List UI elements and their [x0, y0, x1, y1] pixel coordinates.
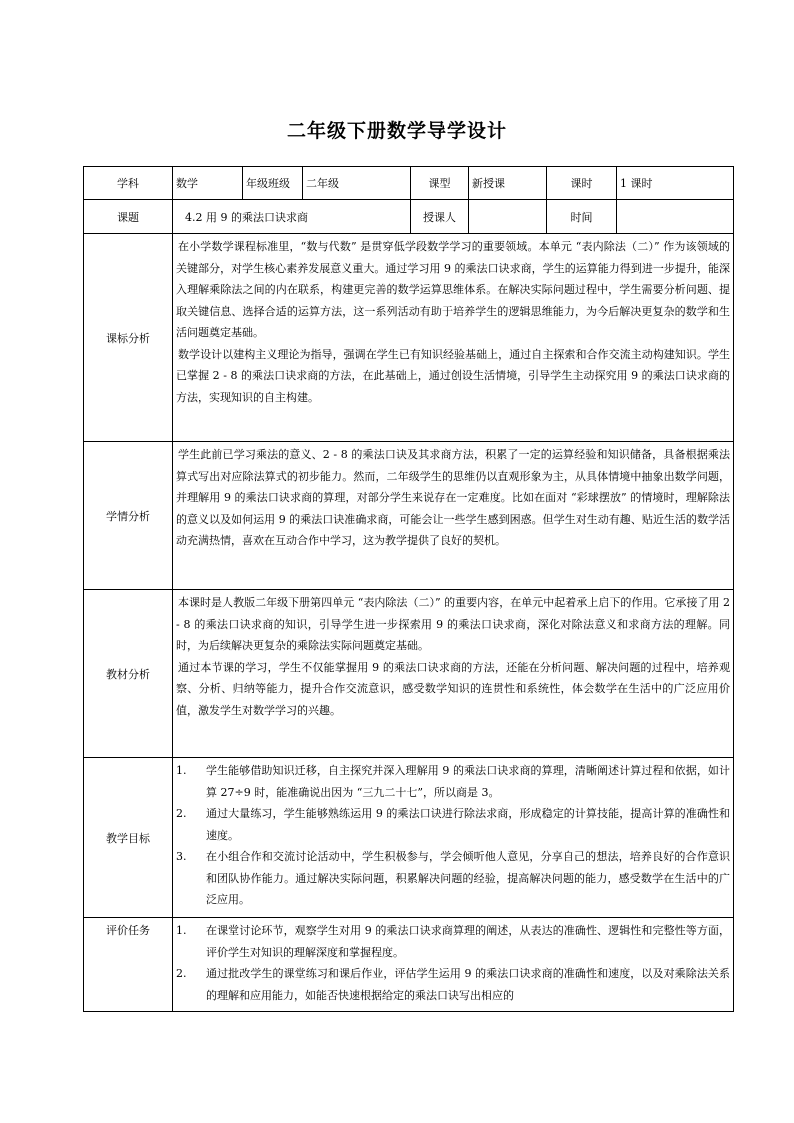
teacher-label: 授课人 [411, 200, 469, 234]
goal-number: 1. [176, 764, 187, 777]
evaluation-number: 1. [176, 924, 187, 937]
goals-list [176, 760, 730, 911]
time-value [617, 200, 734, 234]
goal-number: 3. [176, 850, 187, 863]
evaluation-text: 通过批改学生的课堂练习和课后作业，评估学生运用 9 的乘法口诀求商的准确性和速度，以及对乘除法关系的理解和应用能力，如能否快速根据给定的乘法口诀写出相应的 [206, 967, 730, 1002]
topic-label: 课题 [84, 200, 173, 234]
period-label: 课时 [547, 167, 617, 200]
topic-value: 4.2 用 9 的乘法口诀求商 [173, 200, 411, 234]
lesson-type-value: 新授课 [469, 167, 547, 200]
goal-number: 2. [176, 807, 187, 820]
page-title: 二年级下册数学导学设计 [286, 120, 507, 142]
period-value: 1 课时 [617, 167, 734, 200]
curriculum-paragraph: 在小学数学课程标准里，“数与代数” 是贯穿低学段数学学习的重要领域。本单元 “表内除法（二）” 作为该领域的关键部分，对学生核心素养发展意义重大。通过学习用 9 的乘法口诀求商，学生的运算能力得到进一步提升，能深入理解乘除法之间的内在联系，构建更完善的数学运算思维体系。在解决实际问题过程中，学生需要分析问题、提取关键信息、选择合适的运算方法，这一系列活动有助于培养学生的逻辑思维能力，为今后解决更复杂的数学和生活问题奠定基础。 [176, 240, 730, 339]
evaluation-row [84, 918, 734, 1012]
grade-label: 年级班级 [243, 167, 303, 200]
evaluation-item [176, 920, 730, 963]
goal-text: 学生能够借助知识迁移，自主探究并深入理解用 9 的乘法口诀求商的算理，清晰阐述计算过程和依据，如计算 27÷9 时，能准确说出因为 “三九二十七”，所以商是 3。 [206, 764, 730, 799]
learner-content [173, 442, 734, 590]
curriculum-label: 课标分析 [84, 234, 173, 442]
curriculum-paragraph: 数学设计以建构主义理论为指导，强调在学生已有知识经验基础上，通过自主探索和合作交流主动构建知识。学生已掌握 2 - 8 的乘法口诀求商的方法，在此基础上，通过创设生活情境，引导学生主动探究用 9 的乘法口诀求商的方法，实现知识的自主构建。 [176, 347, 730, 404]
material-row [84, 590, 734, 758]
evaluation-label: 评价任务 [84, 918, 173, 1012]
goal-text: 在小组合作和交流讨论活动中，学生积极参与，学会倾听他人意见，分享自己的想法，培养良好的合作意识和团队协作能力。通过解决实际问题，积累解决问题的经验，提高解决问题的能力，感受数学在生活中的广泛应用。 [206, 850, 730, 906]
evaluation-list [176, 920, 730, 1006]
curriculum-row [84, 234, 734, 442]
learner-label: 学情分析 [84, 442, 173, 590]
evaluation-text: 在课堂讨论环节，观察学生对用 9 的乘法口诀求商算理的阐述，从表达的准确性、逻辑性和完整性等方面，评价学生对知识的理解深度和掌握程度。 [206, 924, 730, 959]
lesson-plan-table [83, 166, 734, 1012]
evaluation-number: 2. [176, 967, 187, 980]
goals-label: 教学目标 [84, 758, 173, 918]
material-paragraph: 本课时是人教版二年级下册第四单元 “表内除法（二）” 的重要内容，在单元中起着承上启下的作用。它承接了用 2 - 8 的乘法口诀求商的知识，引导学生进一步探索用 9 的乘法口诀求商，深化对除法意义和求商方法的理解。同时，为后续解决更复杂的乘除法实际问题奠定基础。 [176, 596, 730, 652]
goals-row [84, 758, 734, 918]
goal-item [176, 803, 730, 846]
teacher-value [469, 200, 547, 234]
goals-content [173, 758, 734, 918]
subject-value: 数学 [173, 167, 243, 200]
material-content [173, 590, 734, 758]
material-paragraph: 通过本节课的学习，学生不仅能掌握用 9 的乘法口诀求商的方法，还能在分析问题、解决问题的过程中，培养观察、分析、归纳等能力，提升合作交流意识，感受数学知识的连贯性和系统性，体会数学在生活中的广泛应用价值，激发学生对数学学习的兴趣。 [176, 660, 730, 717]
topic-row [84, 200, 734, 234]
lesson-type-label: 课型 [411, 167, 469, 200]
material-label: 教材分析 [84, 590, 173, 758]
learner-paragraph: 学生此前已学习乘法的意义、2 - 8 的乘法口诀及其求商方法，积累了一定的运算经验和知识储备，具备根据乘法算式写出对应除法算式的初步能力。然而，二年级学生的思维仍以直观形象为主，从具体情境中抽象出数学问题，并理解用 9 的乘法口诀求商的算理，对部分学生来说存在一定难度。比如在面对 “彩球摆放” 的情境时，理解除法的意义以及如何运用 9 的乘法口诀准确求商，可能会让一些学生感到困惑。但学生对生动有趣、贴近生活的数学活动充满热情，喜欢在互动合作中学习，这为教学提供了良好的契机。 [176, 448, 730, 547]
goal-text: 通过大量练习，学生能够熟练运用 9 的乘法口诀进行除法求商，形成稳定的计算技能，提高计算的准确性和速度。 [206, 807, 730, 842]
learner-row [84, 442, 734, 590]
goal-item [176, 760, 730, 803]
curriculum-content [173, 234, 734, 442]
time-label: 时间 [547, 200, 617, 234]
evaluation-content [173, 918, 734, 1012]
grade-value: 二年级 [303, 167, 411, 200]
evaluation-item [176, 963, 730, 1006]
subject-label: 学科 [84, 167, 173, 200]
header-row [84, 167, 734, 200]
goal-item [176, 846, 730, 911]
